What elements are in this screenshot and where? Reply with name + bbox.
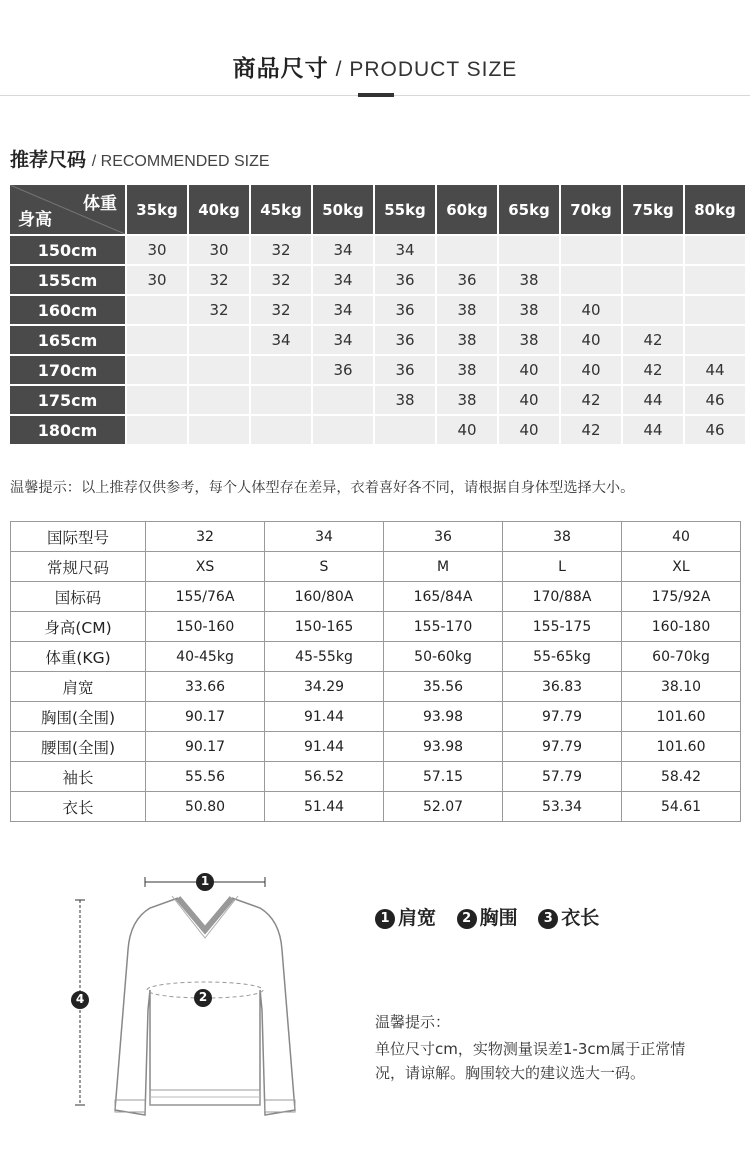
size-cell xyxy=(127,326,187,354)
note-title: 温馨提示： xyxy=(375,1013,451,1031)
size-cell xyxy=(251,356,311,384)
weight-header: 65kg xyxy=(499,185,559,234)
size-cell: 32 xyxy=(251,296,311,324)
spec-value: 55-65kg xyxy=(503,642,622,672)
spec-value: 34.29 xyxy=(265,672,384,702)
size-cell: 34 xyxy=(375,236,435,264)
table-row xyxy=(11,792,741,822)
size-cell: 36 xyxy=(437,266,497,294)
size-cell: 30 xyxy=(127,266,187,294)
size-cell: 38 xyxy=(437,356,497,384)
spec-value: 150-160 xyxy=(146,612,265,642)
spec-value: 53.34 xyxy=(503,792,622,822)
size-cell xyxy=(499,236,559,264)
height-header: 175cm xyxy=(10,386,125,414)
spec-value: 155-175 xyxy=(503,612,622,642)
page-title-cn: 商品尺寸 xyxy=(232,56,329,82)
size-cell: 30 xyxy=(189,236,249,264)
size-cell: 32 xyxy=(189,266,249,294)
size-cell xyxy=(685,266,745,294)
height-header: 180cm xyxy=(10,416,125,444)
marker-1: 1 xyxy=(200,874,210,888)
recommendation-tip: 温馨提示：以上推荐仅供参考，每个人体型存在差异，衣着喜好各不同，请根据自身体型选择大小。 xyxy=(10,480,635,496)
spec-value: XS xyxy=(146,552,265,582)
height-header: 170cm xyxy=(10,356,125,384)
spec-value: 54.61 xyxy=(622,792,741,822)
page-title xyxy=(0,50,750,83)
size-cell: 38 xyxy=(437,386,497,414)
size-cell xyxy=(685,296,745,324)
spec-value: 50-60kg xyxy=(384,642,503,672)
size-cell xyxy=(127,296,187,324)
size-cell: 44 xyxy=(685,356,745,384)
size-spec-table xyxy=(10,521,741,822)
spec-value: 91.44 xyxy=(265,732,384,762)
sweater-illustration xyxy=(70,860,300,1130)
size-cell xyxy=(313,386,373,414)
marker-4: 4 xyxy=(75,992,85,1006)
size-cell: 40 xyxy=(499,356,559,384)
page-header xyxy=(0,0,750,100)
size-cell xyxy=(189,416,249,444)
spec-value: 155-170 xyxy=(384,612,503,642)
table-row xyxy=(11,672,741,702)
spec-value: 33.66 xyxy=(146,672,265,702)
weight-header: 80kg xyxy=(685,185,745,234)
spec-value: 93.98 xyxy=(384,702,503,732)
size-cell: 44 xyxy=(623,386,683,414)
legend-label: 胸围 xyxy=(479,907,518,929)
table-row xyxy=(10,296,745,324)
legend-label: 肩宽 xyxy=(398,907,437,929)
size-cell xyxy=(189,386,249,414)
size-cell xyxy=(313,416,373,444)
spec-value: 90.17 xyxy=(146,702,265,732)
spec-value: 150-165 xyxy=(265,612,384,642)
page-title-en: / PRODUCT SIZE xyxy=(335,58,518,81)
table-row xyxy=(11,702,741,732)
spec-label: 袖长 xyxy=(11,762,146,792)
size-cell: 40 xyxy=(561,326,621,354)
height-header: 165cm xyxy=(10,326,125,354)
measurement-legend xyxy=(375,903,613,930)
spec-value: 51.44 xyxy=(265,792,384,822)
spec-value: L xyxy=(503,552,622,582)
spec-value: 34 xyxy=(265,522,384,552)
size-cell: 42 xyxy=(623,326,683,354)
size-cell xyxy=(685,236,745,264)
spec-value: 155/76A xyxy=(146,582,265,612)
spec-value: 165/84A xyxy=(384,582,503,612)
size-cell: 34 xyxy=(251,326,311,354)
spec-value: 50.80 xyxy=(146,792,265,822)
spec-value: 57.79 xyxy=(503,762,622,792)
spec-value: 36 xyxy=(384,522,503,552)
size-cell: 38 xyxy=(499,266,559,294)
spec-value: 38 xyxy=(503,522,622,552)
size-cell: 40 xyxy=(437,416,497,444)
size-cell xyxy=(127,386,187,414)
table-row xyxy=(11,642,741,672)
table-row xyxy=(11,732,741,762)
size-cell: 30 xyxy=(127,236,187,264)
size-cell xyxy=(623,236,683,264)
spec-value: 40-45kg xyxy=(146,642,265,672)
marker-2: 2 xyxy=(198,990,208,1004)
size-cell xyxy=(561,236,621,264)
corner-height-label: 身高 xyxy=(18,210,52,230)
corner-weight-label: 体重 xyxy=(83,194,117,214)
legend-num: 1 xyxy=(375,909,395,929)
weight-header: 35kg xyxy=(127,185,187,234)
size-cell: 46 xyxy=(685,416,745,444)
size-cell xyxy=(251,386,311,414)
weight-header: 50kg xyxy=(313,185,373,234)
spec-value: 170/88A xyxy=(503,582,622,612)
size-cell: 34 xyxy=(313,266,373,294)
legend-num: 2 xyxy=(457,909,477,929)
size-cell xyxy=(437,236,497,264)
spec-value: 32 xyxy=(146,522,265,552)
size-cell: 40 xyxy=(561,296,621,324)
legend-label: 衣长 xyxy=(561,907,600,929)
spec-label: 身高(CM) xyxy=(11,612,146,642)
spec-value: 97.79 xyxy=(503,732,622,762)
spec-label: 胸围(全围) xyxy=(11,702,146,732)
spec-value: M xyxy=(384,552,503,582)
table-row xyxy=(11,582,741,612)
spec-label: 衣长 xyxy=(11,792,146,822)
size-cell: 36 xyxy=(375,356,435,384)
spec-value: 55.56 xyxy=(146,762,265,792)
table-row xyxy=(10,356,745,384)
spec-value: 57.15 xyxy=(384,762,503,792)
weight-header: 40kg xyxy=(189,185,249,234)
spec-value: 58.42 xyxy=(622,762,741,792)
spec-value: 93.98 xyxy=(384,732,503,762)
table-row xyxy=(10,266,745,294)
size-cell: 44 xyxy=(623,416,683,444)
size-cell: 34 xyxy=(313,326,373,354)
sweater-diagram xyxy=(70,860,300,1130)
size-cell: 40 xyxy=(499,386,559,414)
spec-value: 91.44 xyxy=(265,702,384,732)
table-row xyxy=(10,386,745,414)
size-cell: 32 xyxy=(189,296,249,324)
size-cell: 36 xyxy=(375,266,435,294)
size-cell: 32 xyxy=(251,236,311,264)
weight-header: 70kg xyxy=(561,185,621,234)
size-cell: 40 xyxy=(499,416,559,444)
spec-label: 国标码 xyxy=(11,582,146,612)
size-cell xyxy=(623,296,683,324)
spec-label: 腰围(全围) xyxy=(11,732,146,762)
spec-value: 101.60 xyxy=(622,732,741,762)
size-cell: 38 xyxy=(375,386,435,414)
size-cell xyxy=(189,356,249,384)
spec-value: 40 xyxy=(622,522,741,552)
legend-item-chest xyxy=(457,907,518,929)
size-cell: 38 xyxy=(437,326,497,354)
recommended-size-title xyxy=(10,145,270,172)
size-cell: 36 xyxy=(375,326,435,354)
weight-header: 60kg xyxy=(437,185,497,234)
size-cell: 34 xyxy=(313,236,373,264)
spec-value: 90.17 xyxy=(146,732,265,762)
spec-value: XL xyxy=(622,552,741,582)
height-header: 160cm xyxy=(10,296,125,324)
table-row xyxy=(11,522,741,552)
weight-header: 55kg xyxy=(375,185,435,234)
height-header: 155cm xyxy=(10,266,125,294)
spec-value: 56.52 xyxy=(265,762,384,792)
spec-value: 35.56 xyxy=(384,672,503,702)
note-body: 单位尺寸cm，实物测量误差1-3cm属于正常情况，请谅解。胸围较大的建议选大一码。 xyxy=(375,1040,686,1082)
size-cell: 42 xyxy=(561,386,621,414)
spec-value: 160/80A xyxy=(265,582,384,612)
size-cell: 38 xyxy=(499,326,559,354)
table-row xyxy=(10,416,745,444)
size-cell: 32 xyxy=(251,266,311,294)
spec-value: 52.07 xyxy=(384,792,503,822)
size-cell xyxy=(189,326,249,354)
size-cell: 36 xyxy=(313,356,373,384)
size-cell xyxy=(375,416,435,444)
recommended-title-en: / RECOMMENDED SIZE xyxy=(91,153,270,170)
size-cell xyxy=(251,416,311,444)
spec-label: 体重(KG) xyxy=(11,642,146,672)
table-row xyxy=(10,326,745,354)
table-row xyxy=(11,552,741,582)
spec-value: S xyxy=(265,552,384,582)
spec-value: 60-70kg xyxy=(622,642,741,672)
size-cell: 46 xyxy=(685,386,745,414)
spec-value: 101.60 xyxy=(622,702,741,732)
spec-value: 45-55kg xyxy=(265,642,384,672)
table-row xyxy=(11,762,741,792)
spec-value: 160-180 xyxy=(622,612,741,642)
height-header: 150cm xyxy=(10,236,125,264)
header-accent-bar xyxy=(358,93,394,97)
spec-value: 36.83 xyxy=(503,672,622,702)
spec-label: 肩宽 xyxy=(11,672,146,702)
size-cell: 42 xyxy=(561,416,621,444)
size-cell xyxy=(127,356,187,384)
legend-num: 3 xyxy=(538,909,558,929)
size-cell xyxy=(127,416,187,444)
spec-label: 常规尺码 xyxy=(11,552,146,582)
size-cell xyxy=(561,266,621,294)
table-corner xyxy=(10,185,125,234)
legend-item-shoulder xyxy=(375,907,436,929)
spec-label: 国际型号 xyxy=(11,522,146,552)
size-cell: 38 xyxy=(499,296,559,324)
spec-value: 175/92A xyxy=(622,582,741,612)
size-cell: 40 xyxy=(561,356,621,384)
weight-header: 75kg xyxy=(623,185,683,234)
spec-value: 38.10 xyxy=(622,672,741,702)
weight-header: 45kg xyxy=(251,185,311,234)
size-cell: 34 xyxy=(313,296,373,324)
size-cell xyxy=(685,326,745,354)
size-cell: 36 xyxy=(375,296,435,324)
size-cell: 38 xyxy=(437,296,497,324)
spec-value: 97.79 xyxy=(503,702,622,732)
table-row xyxy=(10,236,745,264)
size-cell xyxy=(623,266,683,294)
table-row xyxy=(11,612,741,642)
recommended-title-cn: 推荐尺码 xyxy=(10,149,87,171)
size-cell: 42 xyxy=(623,356,683,384)
legend-item-length xyxy=(538,907,599,929)
recommended-size-table xyxy=(8,183,747,446)
